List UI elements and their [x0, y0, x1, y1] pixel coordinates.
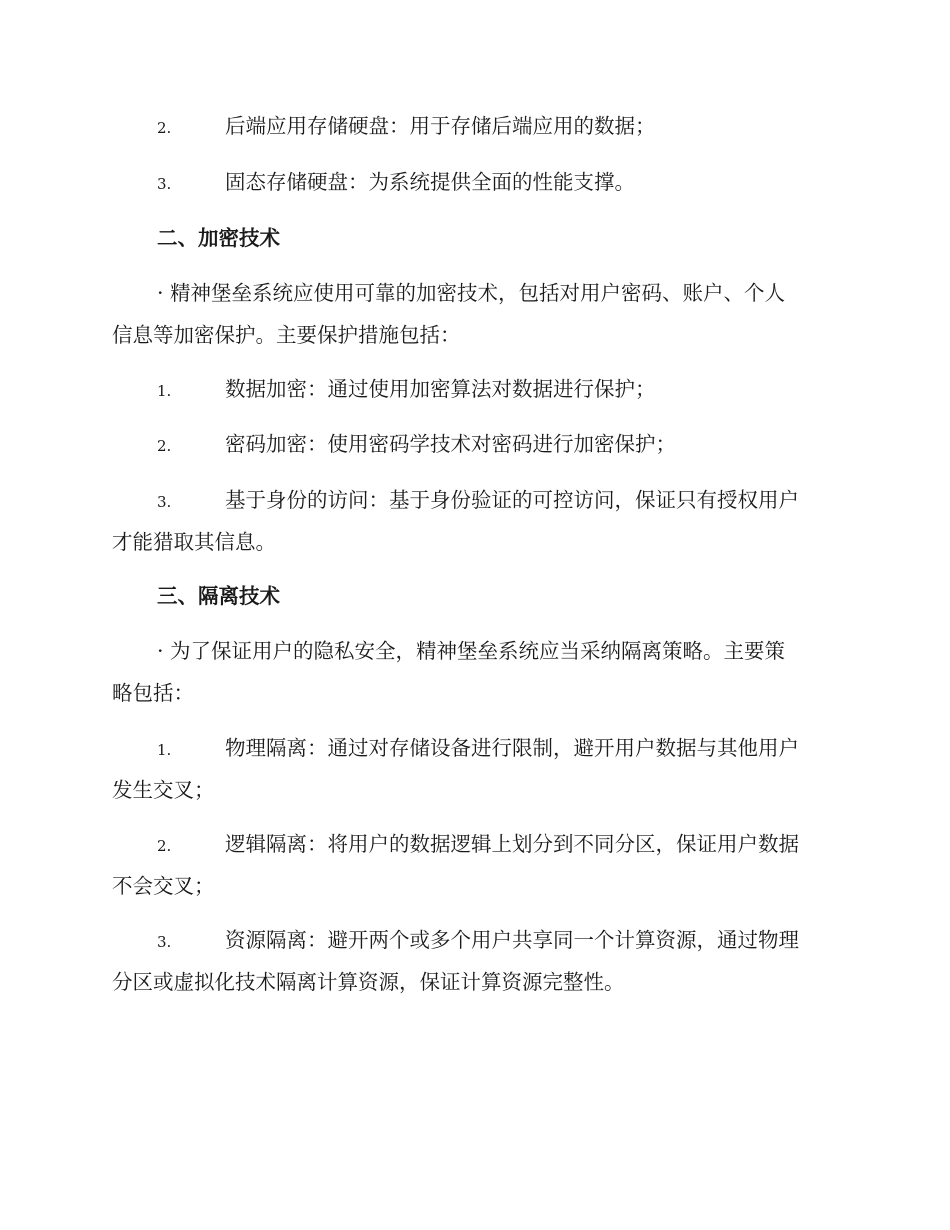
list-number: 3.: [157, 933, 172, 951]
paragraph-line: · 精神堡垒系统应使用可靠的加密技术，包括对用户密码、账户、个人: [157, 281, 786, 305]
list-item-text: 固态存储硬盘：为系统提供全面的性能支撑。: [225, 170, 635, 194]
list-item-continuation: 发生交叉；: [112, 778, 215, 802]
list-item-text: 物理隔离：通过对存储设备进行限制，避开用户数据与其他用户: [225, 736, 799, 760]
list-item-text: 逻辑隔离：将用户的数据逻辑上划分到不同分区，保证用户数据: [225, 832, 799, 856]
list-number: 1.: [157, 741, 172, 759]
list-number: 2.: [157, 437, 172, 455]
section-heading: 二、加密技术: [157, 226, 280, 250]
list-item-continuation: 才能猎取其信息。: [112, 530, 276, 554]
list-item-continuation: 不会交叉；: [112, 874, 215, 898]
list-number: 1.: [157, 382, 172, 400]
list-number: 2.: [157, 837, 172, 855]
paragraph-line: 信息等加密保护。主要保护措施包括：: [112, 323, 461, 347]
list-number: 3.: [157, 493, 172, 511]
list-item-text: 资源隔离：避开两个或多个用户共享同一个计算资源，通过物理: [225, 928, 799, 952]
list-number: 2.: [157, 119, 172, 137]
section-heading: 三、隔离技术: [157, 584, 280, 608]
list-item-text: 数据加密：通过使用加密算法对数据进行保护；: [225, 377, 656, 401]
list-item-text: 基于身份的访问：基于身份验证的可控访问，保证只有授权用户: [225, 488, 799, 512]
list-item-text: 密码加密：使用密码学技术对密码进行加密保护；: [225, 432, 676, 456]
paragraph-line: 略包括：: [112, 681, 194, 705]
list-number: 3.: [157, 175, 172, 193]
paragraph-line: · 为了保证用户的隐私安全，精神堡垒系统应当采纳隔离策略。主要策: [157, 639, 786, 663]
list-item-text: 后端应用存储硬盘：用于存储后端应用的数据；: [225, 114, 656, 138]
list-item-continuation: 分区或虚拟化技术隔离计算资源，保证计算资源完整性。: [112, 970, 625, 994]
